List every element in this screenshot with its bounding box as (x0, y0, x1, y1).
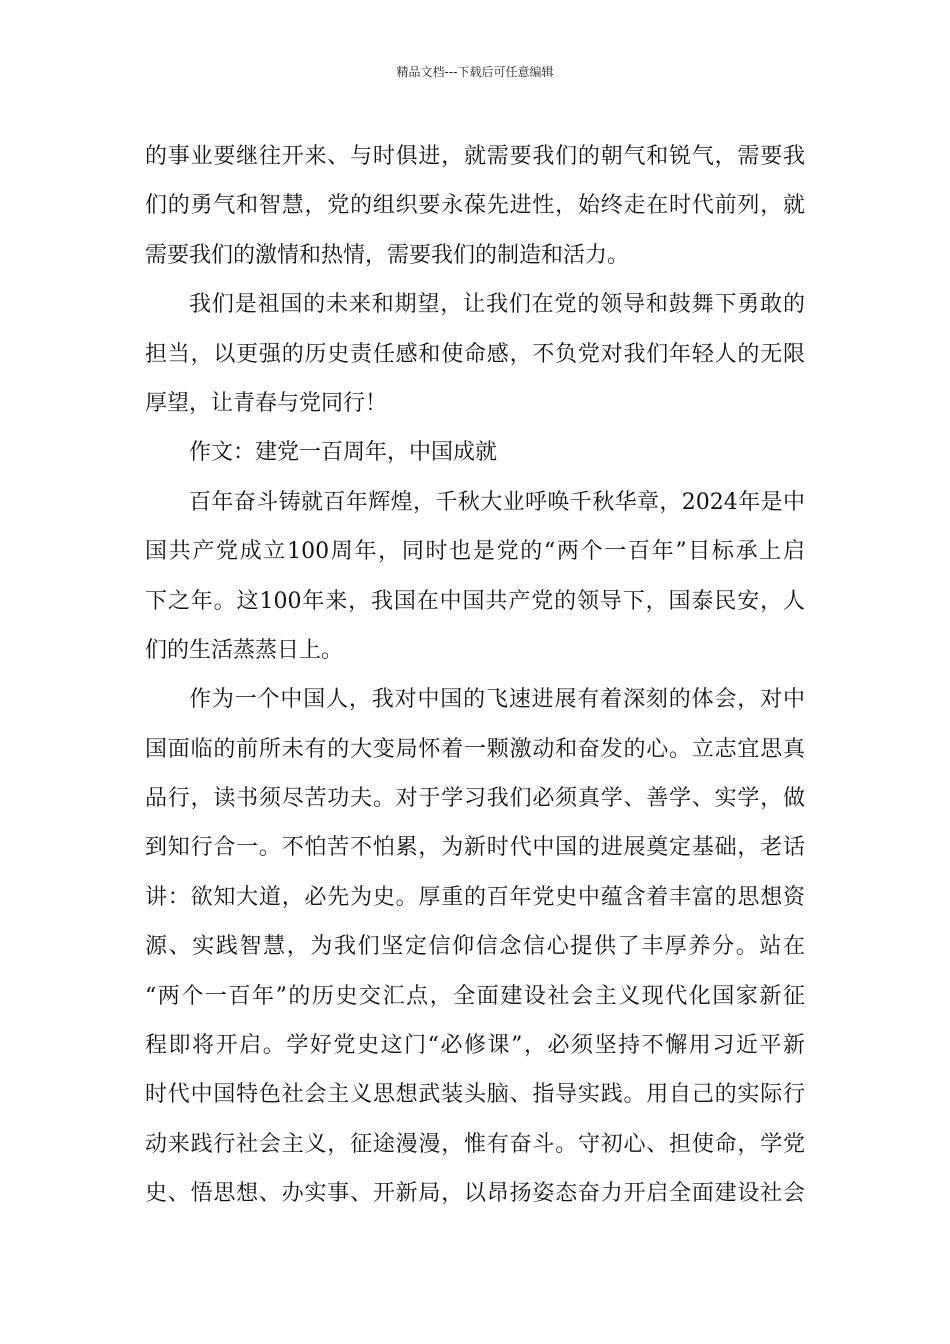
text-line: 作为一个中国人，我对中国的飞速进展有着深刻的体会，对中 (189, 687, 805, 713)
text-line: 百年奋斗铸就百年辉煌，千秋大业呼唤千秋华章，2024年是中 (189, 489, 805, 515)
text-line: 们的生活蒸蒸日上。 (145, 637, 344, 663)
text-line: 讲：欲知大道，必先为史。厚重的百年党史中蕴含着丰富的思想资 (145, 884, 805, 910)
text-line: 我们是祖国的未来和期望，让我们在党的领导和鼓舞下勇敢的 (189, 292, 805, 318)
section-title: 作文：建党一百周年，中国成就 (189, 440, 498, 466)
document-body (145, 132, 805, 1219)
text-line: 源、实践智慧，为我们坚定信仰信念信心提供了丰厚养分。站在 (145, 934, 805, 960)
text-line: 们的勇气和智慧，党的组织要永葆先进性，始终走在时代前列，就 (145, 193, 805, 219)
text-line: 厚望，让青春与党同行！ (145, 390, 388, 416)
text-line: 的事业要继往开来、与时俱进，就需要我们的朝气和锐气，需要我 (145, 144, 805, 169)
text-line: 担当，以更强的历史责任感和使命感，不负党对我们年轻人的无限 (145, 341, 805, 367)
text-line: 需要我们的激情和热情，需要我们的制造和活力。 (145, 242, 630, 268)
text-line: “两个一百年”的历史交汇点，全面建设社会主义现代化国家新征 (145, 983, 805, 1009)
text-line: 时代中国特色社会主义思想武装头脑、指导实践。用自己的实际行 (145, 1082, 805, 1108)
text-line: 到知行合一。不怕苦不怕累，为新时代中国的进展奠定基础，老话 (145, 835, 805, 861)
text-line: 程即将开启。学好党史这门“必修课”，必须坚持不懈用习近平新 (145, 1033, 805, 1059)
text-line: 下之年。这100年来，我国在中国共产党的领导下，国泰民安，人 (145, 588, 805, 614)
text-line: 史、悟思想、办实事、开新局，以昂扬姿态奋力开启全面建设社会 (145, 1181, 805, 1207)
text-line: 国面临的前所未有的大变局怀着一颗激动和奋发的心。立志宜思真 (145, 736, 805, 762)
page-header: 精品文档---下载后可任意编辑 (396, 65, 554, 79)
text-line: 国共产党成立100周年，同时也是党的“两个一百年”目标承上启 (145, 539, 805, 565)
text-line: 品行，读书须尽苦功夫。对于学习我们必须真学、善学、实学，做 (145, 786, 805, 812)
text-line: 动来践行社会主义，征途漫漫，惟有奋斗。守初心、担使命，学党 (145, 1131, 805, 1157)
